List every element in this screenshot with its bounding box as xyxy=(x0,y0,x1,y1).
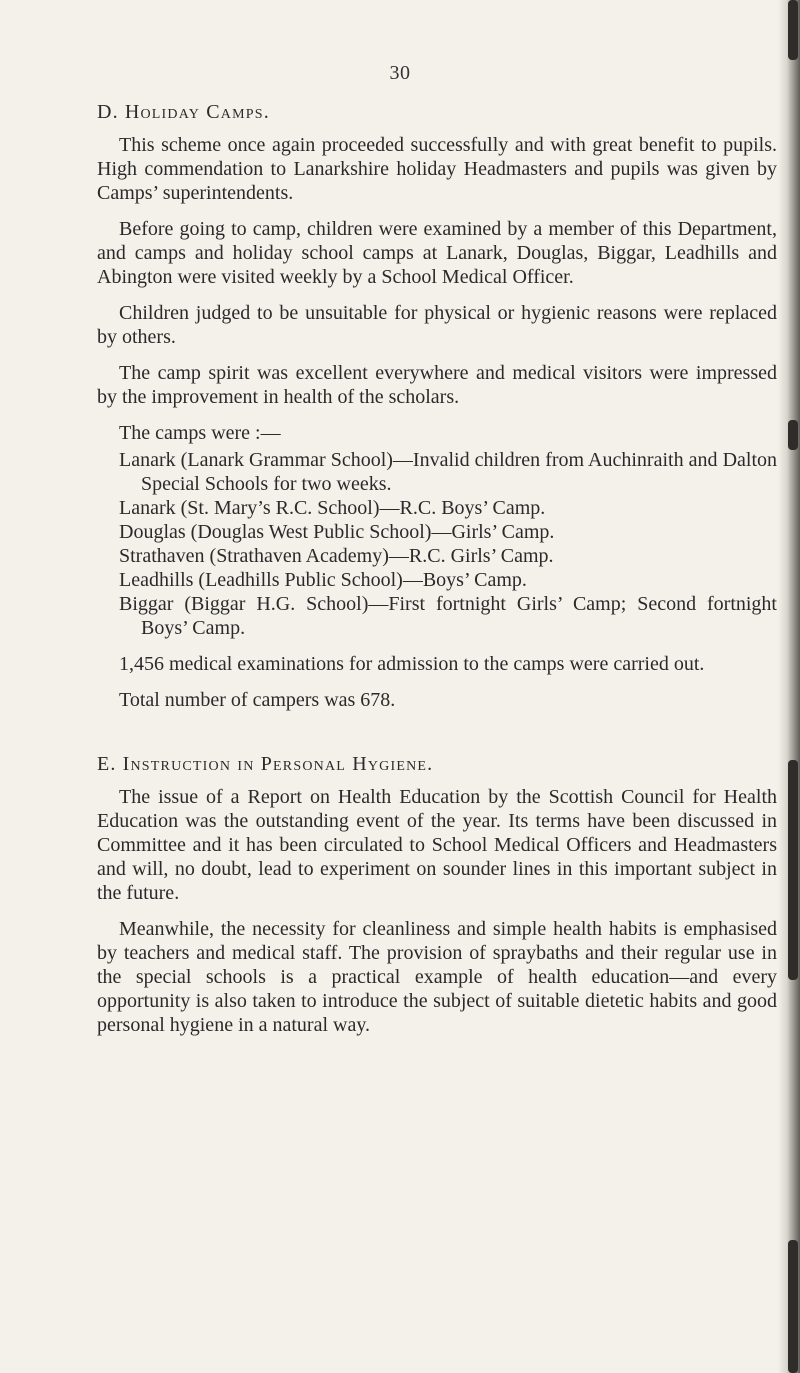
list-item: Biggar (Biggar H.G. School)—First fortnight Girls’ Camp; Second fortnight Boys’ Camp. xyxy=(119,593,777,639)
paragraph: Total number of campers was 678. xyxy=(119,689,396,711)
paragraph: The camp spirit was excellent everywhere and medical visitors were impressed by the improvement in health of the scholars. xyxy=(97,362,777,408)
list-item: Lanark (St. Mary’s R.C. School)—R.C. Boys’ Camp. xyxy=(119,497,546,519)
section-e-title: Instruction in Personal Hygiene. xyxy=(122,753,434,775)
section-d-heading xyxy=(97,100,777,124)
edge-mark xyxy=(788,420,798,450)
list-item: Leadhills (Leadhills Public School)—Boys’ Camp. xyxy=(119,569,527,591)
list-item: Douglas (Douglas West Public School)—Girls’ Camp. xyxy=(119,521,555,543)
section-holiday-camps xyxy=(97,100,777,712)
paragraph: Children judged to be unsuitable for physical or hygienic reasons were replaced by others. xyxy=(97,302,777,348)
paragraph: This scheme once again proceeded successfully and with great benefit to pupils. High commendation to Lanarkshire holiday Headmasters and pupils was given by Camps’ superintendents. xyxy=(97,134,777,204)
list-item: Lanark (Lanark Grammar School)—Invalid children from Auchinraith and Dalton Special Schools for two weeks. xyxy=(119,449,777,495)
page-content xyxy=(97,100,777,1049)
camps-intro: The camps were :— xyxy=(119,422,281,444)
section-d-title: Holiday Camps. xyxy=(124,101,270,123)
page-edge-shadow xyxy=(778,0,800,1373)
page-number: 30 xyxy=(389,62,411,84)
list-item: Strathaven (Strathaven Academy)—R.C. Girls’ Camp. xyxy=(119,545,554,567)
edge-mark xyxy=(788,0,798,60)
section-e-heading xyxy=(97,752,777,776)
paragraph: 1,456 medical examinations for admission to the camps were carried out. xyxy=(119,653,705,675)
section-d-letter: D. xyxy=(97,101,119,123)
section-e-letter: E. xyxy=(97,753,117,775)
paragraph: Before going to camp, children were examined by a member of this Department, and camps and holiday school camps at Lanark, Douglas, Biggar, Leadhills and Abington were visited weekly by a School Medical Officer. xyxy=(97,218,777,288)
paragraph: Meanwhile, the necessity for cleanliness and simple health habits is emphasised by teachers and medical staff. The provision of spraybaths and their regular use in the special schools is a practical example of health education—and every opportunity is also taken to introduce the subject of suitable dietetic habits and good personal hygiene in a natural way. xyxy=(97,918,777,1036)
section-spacer xyxy=(97,724,777,752)
edge-mark xyxy=(788,760,798,980)
edge-mark xyxy=(788,1240,798,1373)
paragraph: The issue of a Report on Health Education by the Scottish Council for Health Education was the outstanding event of the year. Its terms have been discussed in Committee and it has been circulated to School Medical Officers and Headmasters and will, no doubt, lead to experiment on sounder lines in this important subject in the future. xyxy=(97,786,777,904)
section-personal-hygiene xyxy=(97,752,777,1037)
camp-list xyxy=(97,448,777,640)
